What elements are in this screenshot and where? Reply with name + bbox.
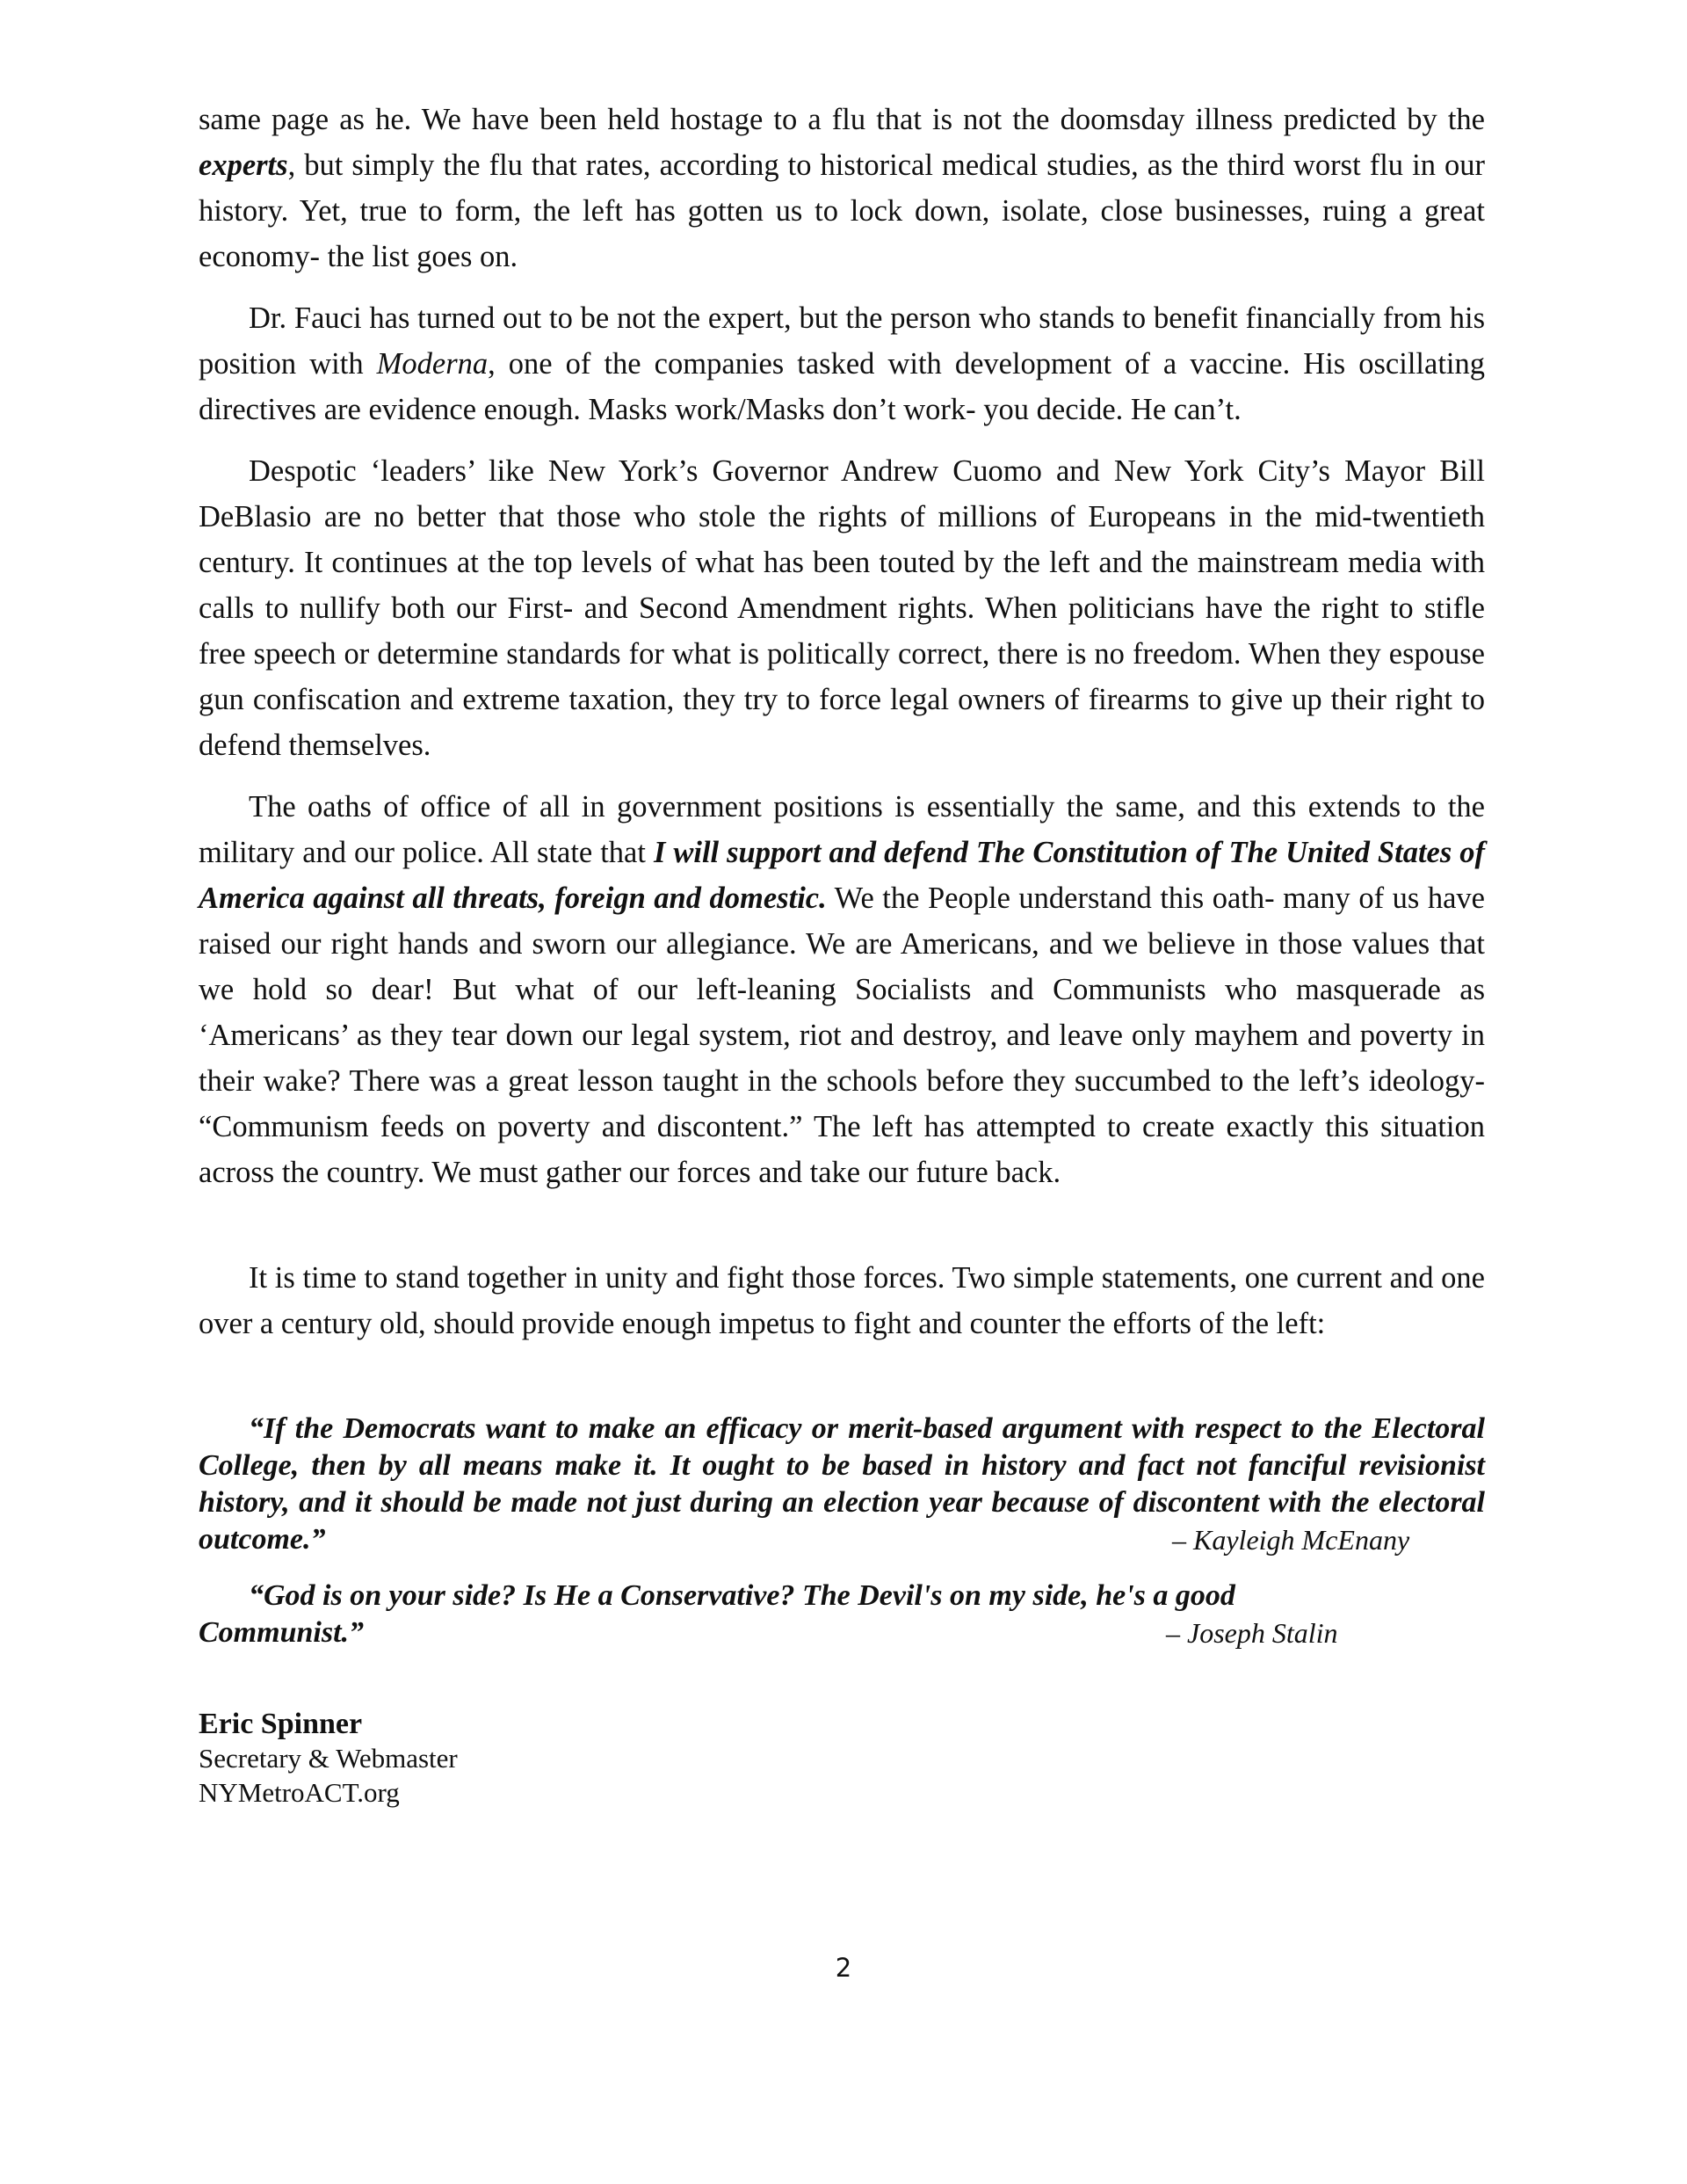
signature-organization: NYMetroACT.org — [199, 1777, 400, 1808]
paragraph-2-text — [199, 295, 1485, 432]
paragraph-1 — [199, 97, 1485, 279]
text-segment: Dr. Fauci has turned out to be not the expert, but the person who stands to benefit financially from his position with — [199, 301, 1485, 381]
paragraph-5 — [199, 1255, 1485, 1346]
emphasis-oath: I will support and defend The Constitution of The United States of America against all threats, foreign and domestic. — [199, 836, 1485, 915]
emphasis-moderna: Moderna — [376, 347, 489, 381]
paragraph-2 — [199, 295, 1485, 432]
quote-2-attribution: – Joseph Stalin — [1166, 1617, 1338, 1649]
quote-2-text: “God is on your side? Is He a Conservative? The Devil's on my side, he's a good Communist.” — [199, 1579, 1235, 1649]
paragraph-3-text — [199, 448, 1485, 768]
paragraph-1-text — [199, 97, 1485, 279]
text-segment: We the People understand this oath- many of us have raised our right hands and sworn our allegiance. We are Americans, and we believe in those values that we hold so dear! But what of our left-leaning Socialists and Communists who masquerade as ‘Americans’ as they tear down our legal system, riot and destroy, and leave only mayhem and poverty in their wake? There was a great lesson taught in the schools before they succumbed to the left’s ideology- “Communism feeds on poverty and discontent.” The left has attempted to create exactly this situation across the country. We must gather our forces and take our future back. — [199, 882, 1485, 1189]
text-segment: same page as he. We have been held hostage to a flu that is not the doomsday illness predicted by the — [199, 103, 1485, 136]
emphasis-experts: experts — [199, 149, 288, 182]
text-segment: Despotic ‘leaders’ like New York’s Governor Andrew Cuomo and New York City’s Mayor Bill DeBlasio are no better that those who stole the rights of millions of Europeans in the mid-twentieth century. It continues at the top levels of what has been touted by the left and the mainstream media with calls to nullify both our First- and Second Amendment rights. When politicians have the right to stifle free speech or determine standards for what is politically correct, there is no freedom. When they espouse gun confiscation and extreme taxation, they try to force legal owners of firearms to give up their right to defend themselves. — [199, 454, 1485, 762]
signature-block — [199, 1707, 458, 1810]
page-number: 2 — [835, 1953, 852, 1983]
signature-title: Secretary & Webmaster — [199, 1743, 458, 1774]
text-segment: , but simply the flu that rates, according to historical medical studies, as the third worst flu in our history. Yet, true to form, the left has gotten us to lock down, isolate, close businesses, ruing a great economy- the list goes on. — [199, 149, 1485, 273]
quote-1-attribution: – Kayleigh McEnany — [1172, 1524, 1410, 1556]
paragraph-4-text — [199, 784, 1485, 1195]
signature-name: Eric Spinner — [199, 1708, 363, 1740]
text-segment: It is time to stand together in unity and fight those forces. Two simple statements, one current and one over a century old, should provide enough impetus to fight and counter the efforts of the left: — [199, 1261, 1485, 1340]
text-segment: , one of the companies tasked with development of a vaccine. His oscillating directives are evidence enough. Masks work/Masks don’t work- you decide. He can’t. — [199, 347, 1485, 426]
quote-1-text: “If the Democrats want to make an efficacy or merit-based argument with respect to the Electoral College, then by all means make it. It ought to be based in history and fact not fanciful revisionist history, and it should be made not just during an election year because of discontent with the electoral outcome.” — [199, 1412, 1485, 1556]
paragraph-5-text — [199, 1255, 1485, 1346]
paragraph-3 — [199, 448, 1485, 768]
text-segment: The oaths of office of all in government positions is essentially the same, and this extends to the military and our police. All state that — [199, 790, 1485, 869]
paragraph-4 — [199, 784, 1485, 1195]
